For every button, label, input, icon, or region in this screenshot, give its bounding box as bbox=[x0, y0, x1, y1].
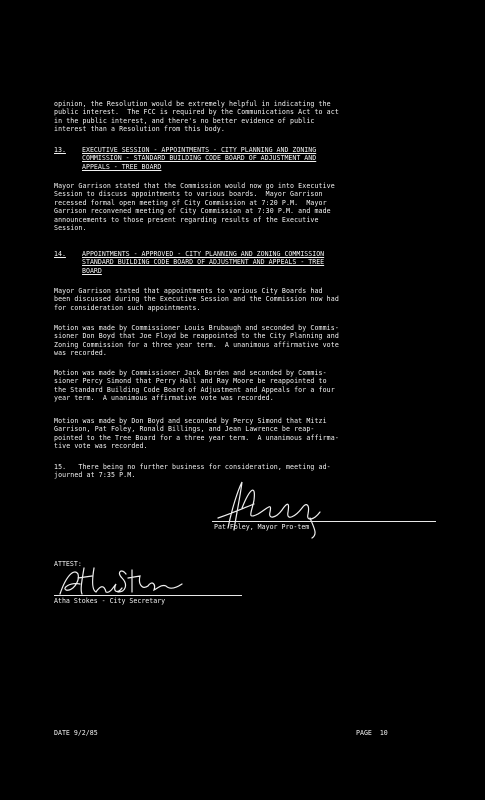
secretary-signature-line bbox=[54, 595, 242, 596]
motion-1-paragraph: Motion was made by Commissioner Louis Brubaugh and seconded by Commis- sioner Don Boyd that Joe Floyd be reappointed to the City Planning and Zoning Commission for a three year term. A unanimous affirmative vote was recorded. bbox=[54, 324, 339, 358]
mayor-name-label: Pat Foley, Mayor Pro-tem bbox=[214, 523, 310, 531]
item-14-heading bbox=[54, 250, 439, 276]
intro-paragraph: opinion, the Resolution would be extremely helpful in indicating the public interest. The FCC is required by the Communications Act to act in the public interest, and there's no better evidence of public interest than a Resolution from this body. bbox=[54, 100, 339, 134]
item-14-title: APPOINTMENTS - APPROVED - CITY PLANNING AND ZONING COMMISSION STANDARD BUILDING CODE BOARD OF ADJUSTMENT AND APPEALS - TREE BOARD bbox=[82, 250, 325, 275]
item-14-body: Mayor Garrison stated that appointments to various City Boards had been discussed during the Executive Session and the Commission now had for consideration such appointments. bbox=[54, 287, 339, 312]
motion-3-paragraph: Motion was made by Don Boyd and seconded by Percy Simond that Mitzi Garrison, Pat Foley, Ronald Billings, and Jean Lawrence be reap- pointed to the Tree Board for a three year term. A unanimous affirma- tive vote was recorded. bbox=[54, 417, 339, 451]
secretary-name-label: Atha Stokes - City Secretary bbox=[54, 597, 166, 605]
footer-page-number: PAGE 10 bbox=[356, 729, 388, 737]
footer-date: DATE 9/2/85 bbox=[54, 729, 98, 737]
item-13-title: EXECUTIVE SESSION - APPOINTMENTS - CITY PLANNING AND ZONING COMMISSION - STANDARD BUILDING CODE BOARD OF ADJUSTMENT AND APPEALS - TREE BOARD bbox=[82, 146, 317, 171]
item-14-number: 14. bbox=[54, 250, 66, 258]
item-13-number: 13. bbox=[54, 146, 66, 154]
motion-2-paragraph: Motion was made by Commissioner Jack Borden and seconded by Commis- sioner Percy Simond that Perry Hall and Ray Moore be reappointed to the Standard Building Code Board of Adjustment and Appeals for a four year term. A unanimous affirmative vote was recorded. bbox=[54, 369, 335, 403]
mayor-signature-line bbox=[212, 521, 436, 522]
attest-label: ATTEST: bbox=[54, 560, 82, 568]
item-15-paragraph: 15. There being no further business for consideration, meeting ad- journed at 7:35 P.M. bbox=[54, 463, 331, 480]
item-13-body: Mayor Garrison stated that the Commission would now go into Executive Session to discuss appointments to various boards. Mayor Garrison recessed formal open meeting of City Commission at 7:20 P.M. Mayor Garrison reconvened meeting of City Commission at 7:30 P.M. and made announcements to those present regarding results of the Executive Session. bbox=[54, 182, 335, 233]
item-13-heading bbox=[54, 146, 439, 172]
